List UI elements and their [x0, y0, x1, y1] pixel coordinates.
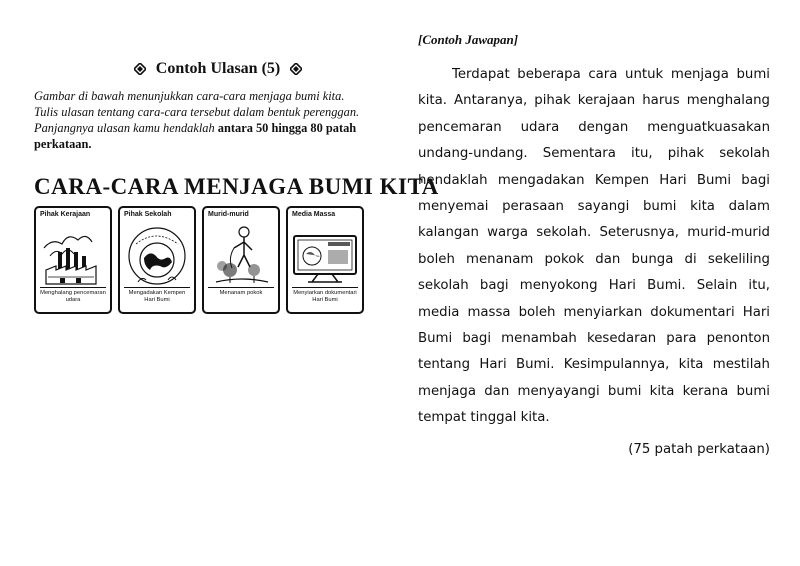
student-planting-icon — [208, 222, 274, 288]
panel-caption: Menyiarkan dokumentari Hari Bumi — [292, 287, 358, 308]
panel-heading: Pihak Sekolah — [124, 211, 172, 218]
factory-icon — [40, 222, 106, 288]
television-icon — [292, 222, 358, 288]
diamond-bullet-icon — [134, 63, 146, 75]
word-range-text: antara 50 hingga 80 patah perkataan — [34, 121, 357, 151]
answer-paragraph: Terdapat beberapa cara untuk menjaga bumi kita. Antaranya, pihak kerajaan harus menghalang pencemaran udara dengan menguatkuasakan undang-undang. Sementara itu, pihak sekolah hendaklah mengadakan Kempen Hari Bumi bagi menyemai perasaan sayangi bumi kita dalam kalangan warga sekolah. Seterusnya, murid-murid boleh menanam pokok dan bunga di sekeliling sekolah bagi menyokong Hari Bumi. Selain itu, media massa boleh menyiarkan dokumentari Hari Bumi bagi menambah kesedaran para penonton tentang Hari Bumi. Kesimpulannya, kita mestilah menjaga dan menyayangi bumi kita kerana bumi tempat tinggal kita. — [418, 67, 770, 426]
panel-pihak-kerajaan — [34, 206, 112, 314]
answer-section — [418, 32, 770, 457]
answer-label: [Contoh Jawapan] — [418, 32, 519, 47]
poster-panels — [34, 206, 370, 314]
stimulus-poster — [34, 174, 439, 314]
panel-heading: Murid-murid — [208, 211, 249, 218]
instruction-line: Tulis ulasan tentang cara-cara tersebut dalam bentuk perenggan. — [34, 105, 360, 119]
diamond-bullet-icon — [290, 63, 302, 75]
panel-caption: Menanam pokok — [208, 287, 274, 308]
panel-heading: Pihak Kerajaan — [40, 211, 91, 218]
question-title — [34, 60, 402, 78]
panel-media-massa — [286, 206, 364, 314]
instruction-text: Panjangnya ulasan kamu hendaklah — [34, 121, 215, 135]
word-count: (75 patah perkataan) — [628, 441, 770, 457]
poster-title: CARA-CARA MENJAGA BUMI KITA — [34, 174, 439, 199]
panel-heading: Media Massa — [292, 211, 336, 218]
question-instructions — [34, 88, 402, 152]
panel-caption: Mengadakan Kempen Hari Bumi — [124, 287, 190, 308]
instruction-line: Gambar di bawah menunjukkan cara-cara menjaga bumi kita. — [34, 89, 345, 103]
panel-pihak-sekolah — [118, 206, 196, 314]
instruction-line — [34, 120, 402, 152]
question-title-text: Contoh Ulasan (5) — [155, 60, 281, 77]
panel-murid-murid — [202, 206, 280, 314]
earth-day-badge-icon — [124, 222, 190, 288]
panel-caption: Menghalang pencemaran udara — [40, 287, 106, 308]
instruction-period: . — [88, 137, 92, 151]
question-section — [34, 60, 439, 314]
